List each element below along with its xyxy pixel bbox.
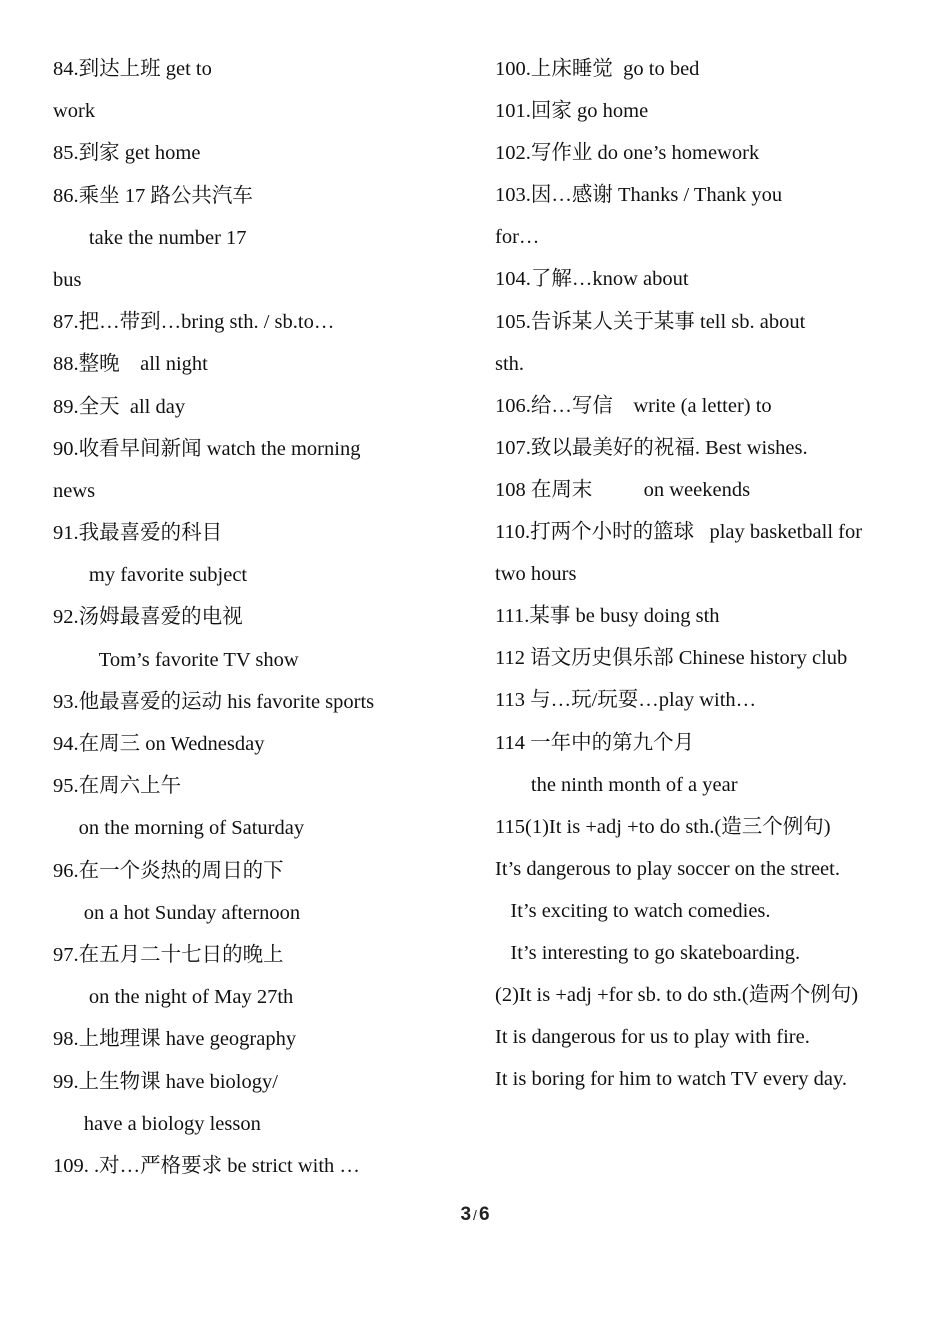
text-line: It is dangerous for us to play with fire. [495,1026,810,1049]
text-line: 94.在周三 on Wednesday [53,733,265,755]
text-line: on the night of May 27th [53,986,294,1009]
text-line: bus [53,268,82,291]
text-line: 93.他最喜爱的运动 his favorite sports [53,690,375,713]
text-line: 84.到达上班 get to [53,58,212,80]
text-line: on the morning of Saturday [53,817,305,840]
text-line: 108 在周末 on weekends [495,478,751,501]
text-line: two hours [495,563,577,586]
text-line: 86.乘坐 17 路公共汽车 [53,184,253,207]
text-line: on a hot Sunday afternoon [53,901,301,924]
text-line: news [53,479,96,502]
text-line: sth. [495,352,525,375]
text-line: It’s interesting to go skateboarding. [495,941,801,964]
text-line: 85.到家 get home [53,142,201,165]
text-line: for… [495,226,540,249]
text-line: It’s dangerous to play soccer on the street. [495,857,840,880]
text-line: 98.上地理课 have geography [53,1028,297,1051]
text-line: 99.上生物课 have biology/ [53,1070,278,1093]
text-line: 109. .对…严格要求 be strict with … [53,1154,360,1177]
text-line: 103.因…感谢 Thanks / Thank you [495,184,783,207]
text-line: 104.了解…know about [495,268,689,291]
text-line: 88.整晚 all night [53,353,208,376]
text-line: my favorite subject [53,564,248,587]
text-line: 87.把…带到…bring sth. / sb.to… [53,311,335,334]
text-line: 92.汤姆最喜爱的电视 [53,606,243,629]
text-line: 107.致以最美好的祝福. Best wishes. [495,436,808,459]
text-line: 97.在五月二十七日的晚上 [53,943,284,966]
text-line: 113 与…玩/玩耍…play with… [495,689,757,712]
page-number [0,1204,950,1226]
text-line: 106.给…写信 write (a letter) to [495,394,772,417]
text-line: 89.全天 all day [53,395,186,418]
text-line: 115(1)It is +adj +to do sth.(造三个例句) [495,815,831,838]
text-line: have a biology lesson [53,1112,261,1135]
right-column [495,48,905,1100]
text-line: 112 语文历史俱乐部 Chinese history club [495,647,848,670]
text-line: 96.在一个炎热的周日的下 [53,859,284,882]
page-separator: / [473,1207,477,1223]
text-line: 105.告诉某人关于某事 tell sb. about [495,310,806,333]
text-line: take the number 17 [53,226,247,249]
text-line: 91.我最喜爱的科目 [53,522,223,545]
text-line: the ninth month of a year [495,773,738,796]
current-page: 3 [460,1204,472,1225]
text-line: 111.某事 be busy doing sth [495,605,720,628]
text-line: 102.写作业 do one’s homework [495,142,760,165]
text-line: work [53,100,96,123]
text-line: 90.收看早间新闻 watch the morning [53,437,361,460]
left-column [53,48,468,1187]
text-line: It is boring for him to watch TV every day. [495,1068,848,1091]
text-line: 101.回家 go home [495,100,649,123]
text-line: It’s exciting to watch comedies. [495,899,771,922]
text-line: 95.在周六上午 [53,775,182,798]
text-line: 100.上床睡觉 go to bed [495,58,700,80]
text-line: (2)It is +adj +for sb. to do sth.(造两个例句) [495,984,859,1007]
total-pages: 6 [478,1204,490,1225]
text-line: Tom’s favorite TV show [53,648,299,671]
text-line: 114 一年中的第九个月 [495,731,695,754]
text-line: 110.打两个小时的篮球 play basketball for [495,521,863,544]
